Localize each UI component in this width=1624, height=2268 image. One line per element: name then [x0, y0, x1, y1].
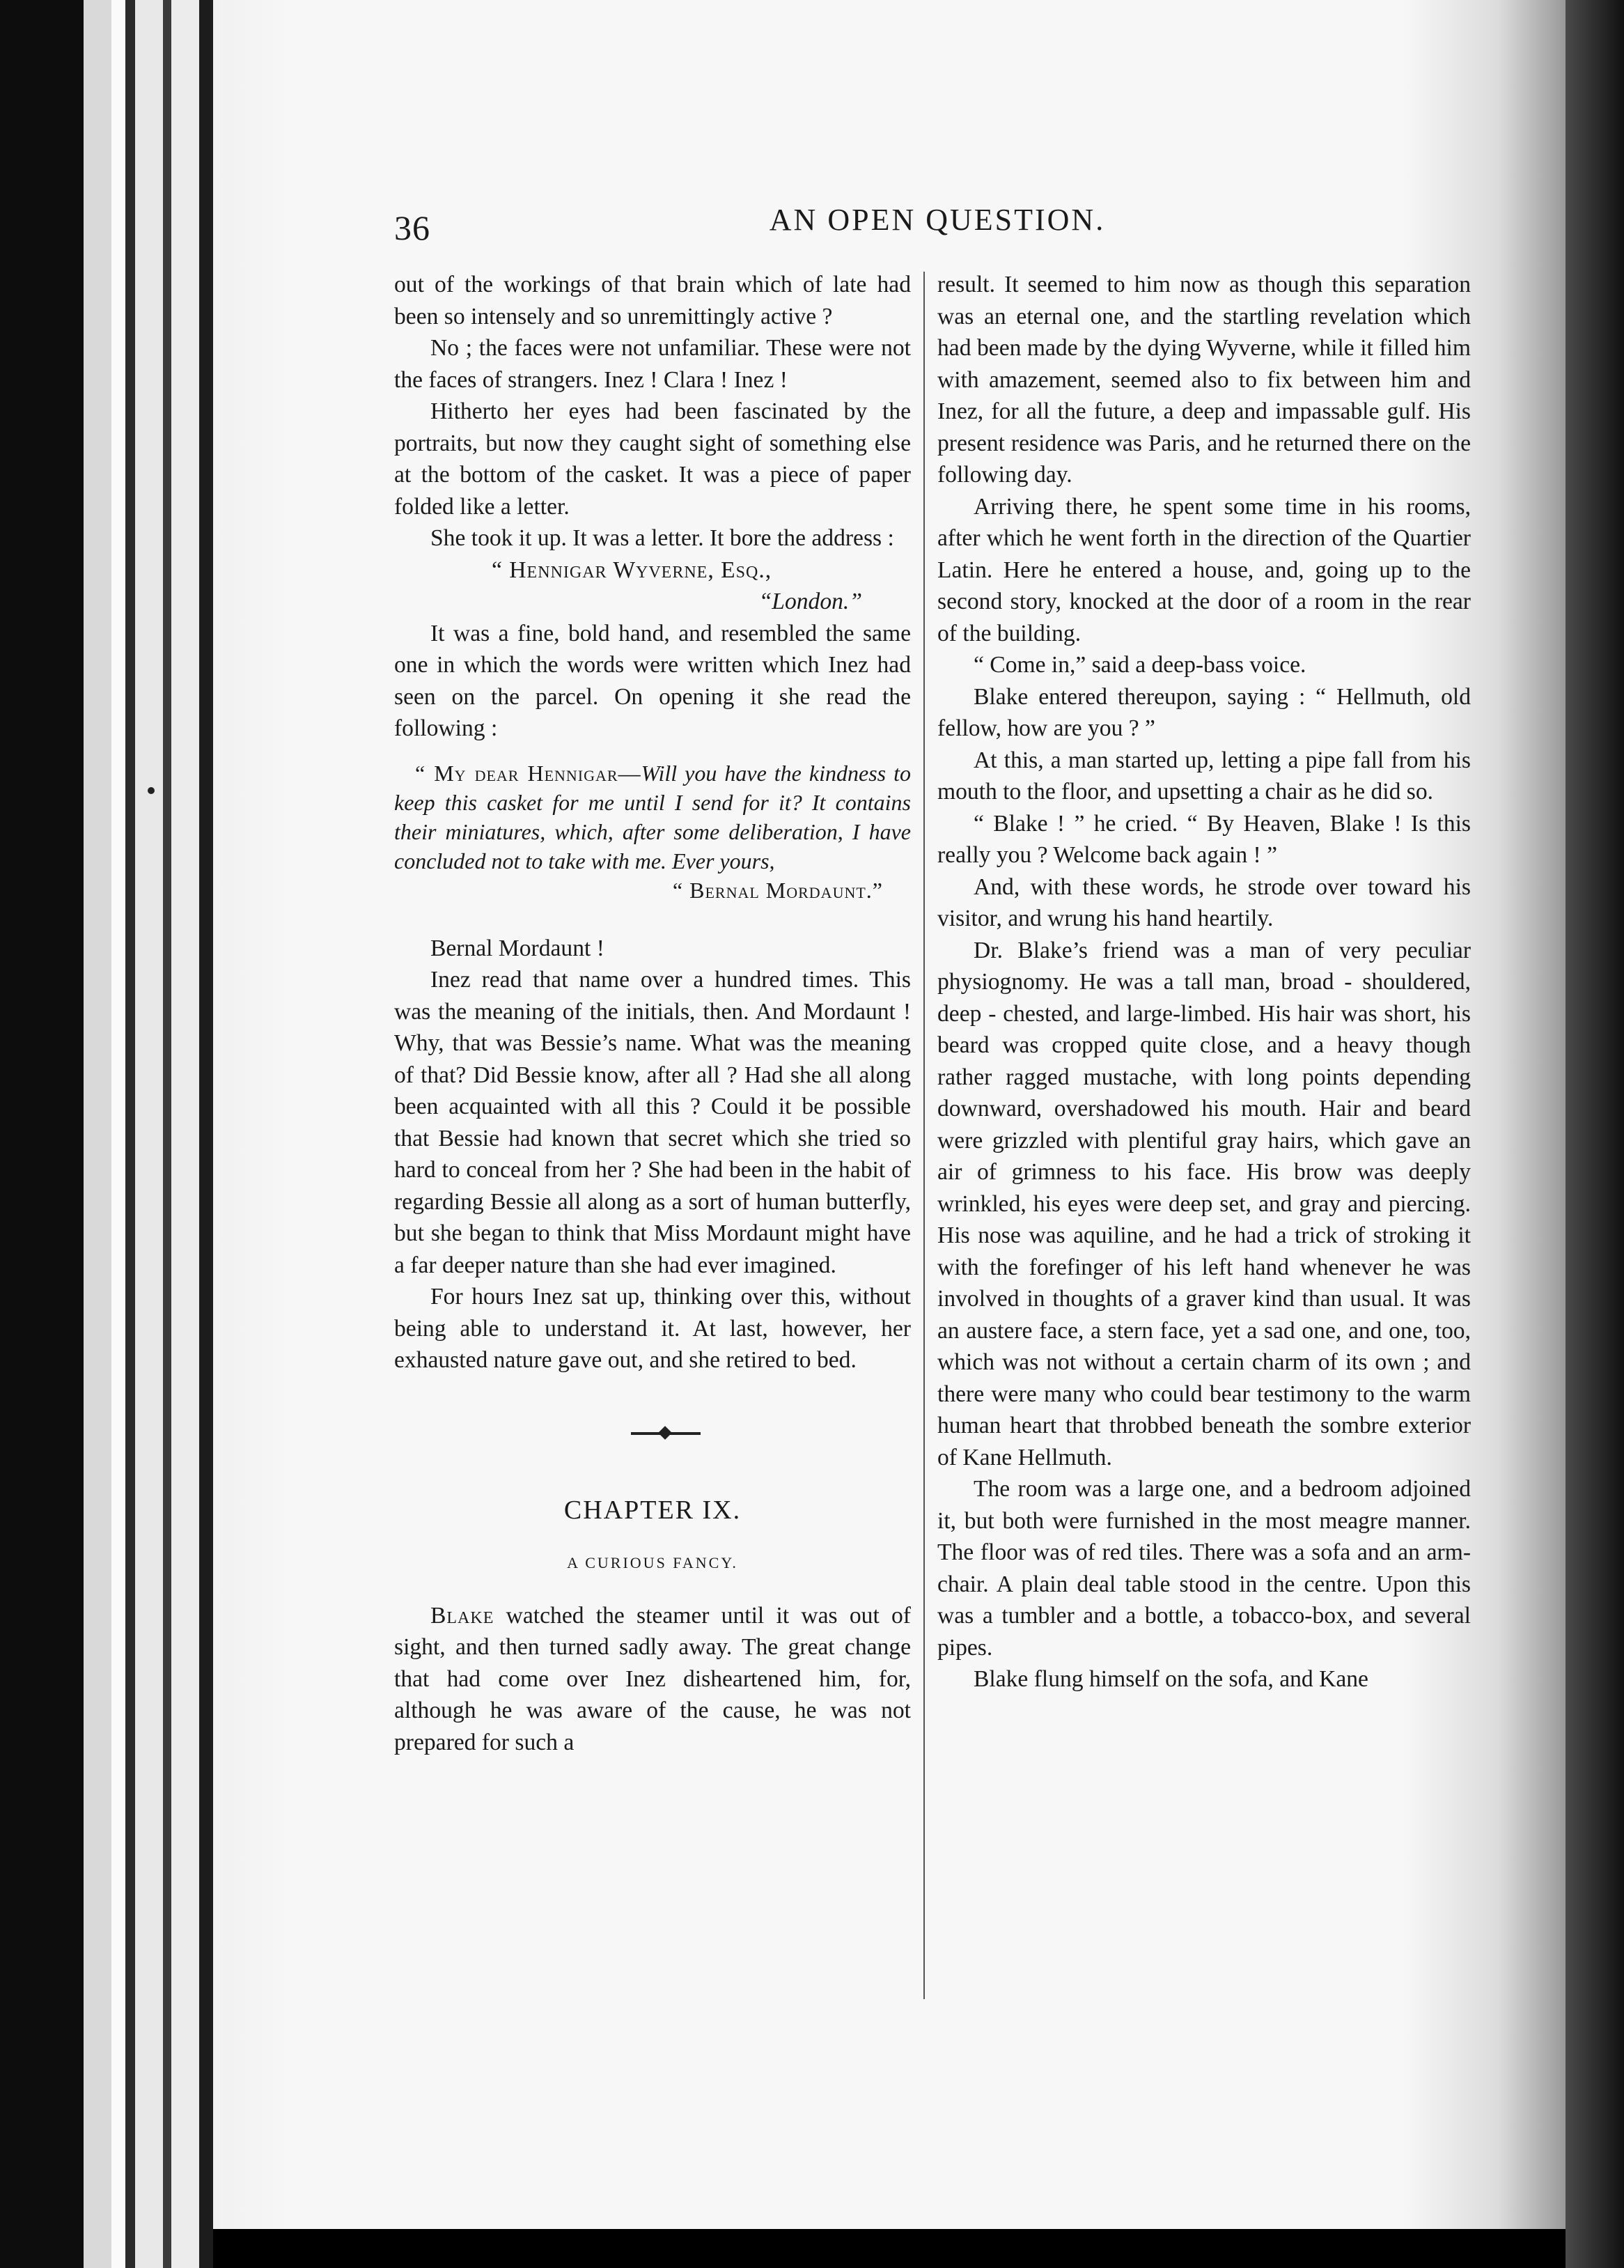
chapter-lead-word: Blake	[430, 1602, 494, 1629]
letter-salutation: “ My dear Hennigar—	[415, 760, 641, 786]
page-number: 36	[394, 208, 430, 247]
paragraph: Hitherto her eyes had been fascinated by the portraits, but now they caught sight of something else at the bottom of the casket. It was a piece of paper folded like a letter.	[394, 398, 911, 520]
edge-stripe	[0, 0, 84, 2268]
letter-body: Will you have the kindness to keep this casket for me until I send for it? It contains their miniatures, which, after some deliberation, I have concluded not to take with me. Ever yours,	[394, 760, 912, 873]
edge-stripe	[111, 0, 125, 2268]
left-column	[394, 269, 911, 1758]
edge-stripe	[171, 0, 199, 2268]
paragraph: The room was a large one, and a bedroom adjoined it, but both were furnished in the most meagre manner. The floor was of red tiles. There was a sofa and an arm-chair. A plain deal table stood in the centre. Upon this was a tumbler and a bottle, a tobacco-box, and several pipes.	[937, 1476, 1471, 1661]
paragraph: Blake flung himself on the sofa, and Kane	[974, 1666, 1368, 1692]
page-gutter-shadow	[1566, 0, 1624, 2268]
book-edge-stack	[0, 0, 223, 2268]
paragraph: At this, a man started up, letting a pipe fall from his mouth to the floor, and upsetting a chair as he did so.	[937, 747, 1471, 805]
paragraph: Blake entered thereupon, saying : “ Hellmuth, old fellow, how are you ? ”	[937, 683, 1471, 741]
chapter-title: CHAPTER IX.	[563, 1495, 742, 1525]
chapter-subtitle: A CURIOUS FANCY.	[567, 1554, 738, 1571]
paragraph: Arriving there, he spent some time in his rooms, after which he went forth in the direction of the Quartier Latin. Here he entered a house, and, going up to the second story, knocked at the door of a room in the rear of the building.	[937, 493, 1471, 646]
letter-address-line: “ Hennigar Wyverne, Esq.,	[492, 557, 772, 583]
paragraph: No ; the faces were not unfamiliar. These were not the faces of strangers. Inez ! Clara ! Inez !	[394, 335, 911, 393]
paragraph: She took it up. It was a letter. It bore the address :	[430, 525, 894, 551]
letter-signature: “ Bernal Mordaunt.”	[672, 877, 883, 903]
paragraph: For hours Inez sat up, thinking over this, without being able to understand it. At last, however, her exhausted nature gave out, and she retired to bed.	[394, 1284, 911, 1373]
paragraph: Dr. Blake’s friend was a man of very peculiar physiognomy. He was a tall man, broad - shouldered, deep - chested, and large-limbed. His hair was short, his beard was cropped quite close, and a heavy though rather ragged mustache, with long points depending downward, overshadowed his mouth. Hair and beard were grizzled with plentiful gray hairs, which gave an air of grimness to his face. His brow was deeply wrinkled, his eyes were deep set, and gray and piercing. His nose was aquiline, and he had a trick of stroking it with the forefinger of his left hand whenever he was involved in thoughts of a graver kind than usual. It was an austere face, a stern face, yet a sad one, and one, too, which was not without a certain charm of its own ; and there were many who could bear testimony to the warm human heart that throbbed beneath the sombre exterior of Kane Hellmuth.	[937, 937, 1471, 1470]
column-divider	[923, 272, 925, 1999]
paragraph: watched the steamer until it was out of sight, and then turned sadly away. The great change that had come over Inez disheartened him, for, although he was aware of the cause, he was not prepared for such a	[394, 1602, 911, 1755]
spacer	[394, 905, 911, 933]
divider-ornament	[658, 1426, 672, 1440]
letter-address-city: “London.”	[758, 589, 862, 614]
paragraph: Inez read that name over a hundred times. This was the meaning of the initials, then. And Mordaunt ! Why, that was Bessie’s name. What was the meaning of that? Did Bessie know, after all ? Had she all along been acquainted with all this ? Could it be possible that Bessie had known that secret which she tried so hard to conceal from her ? She had been in the habit of regarding Bessie all along as a sort of human butterfly, but she began to think that Miss Mordaunt might have a far deeper nature than she had ever imagined.	[394, 967, 911, 1278]
running-title: AN OPEN QUESTION.	[769, 203, 1106, 237]
paragraph: result. It seemed to him now as though this separation was an eternal one, and the startling revelation which had been made by the dying Wyverne, while it filled him with amazement, seemed also to fix between him and Inez, for all the future, a deep and impassable gulf. His present residence was Paris, and he returned there on the following day.	[937, 272, 1471, 488]
edge-stripe	[125, 0, 135, 2268]
paragraph: “ Come in,” said a deep-bass voice.	[974, 652, 1306, 678]
margin-dot	[148, 787, 155, 794]
page-header	[394, 202, 1481, 258]
right-column	[937, 269, 1471, 1695]
paragraph: “ Blake ! ” he cried. “ By Heaven, Blake ! Is this really you ? Welcome back again ! ”	[937, 810, 1471, 868]
paragraph: It was a fine, bold hand, and resembled the same one in which the words were written which Inez had seen on the parcel. On opening it she read the following :	[394, 620, 911, 741]
paragraph: And, with these words, he strode over toward his visitor, and wrung his hand heartily.	[937, 873, 1471, 931]
section-divider	[394, 1376, 911, 1481]
paragraph: Bernal Mordaunt !	[430, 935, 604, 961]
letter-block	[394, 759, 911, 905]
edge-stripe	[135, 0, 163, 2268]
edge-stripe	[163, 0, 171, 2268]
edge-stripe	[84, 0, 111, 2268]
paragraph: out of the workings of that brain which of late had been so intensely and so unremittingly active ?	[394, 272, 911, 329]
edge-stripe	[199, 0, 213, 2268]
